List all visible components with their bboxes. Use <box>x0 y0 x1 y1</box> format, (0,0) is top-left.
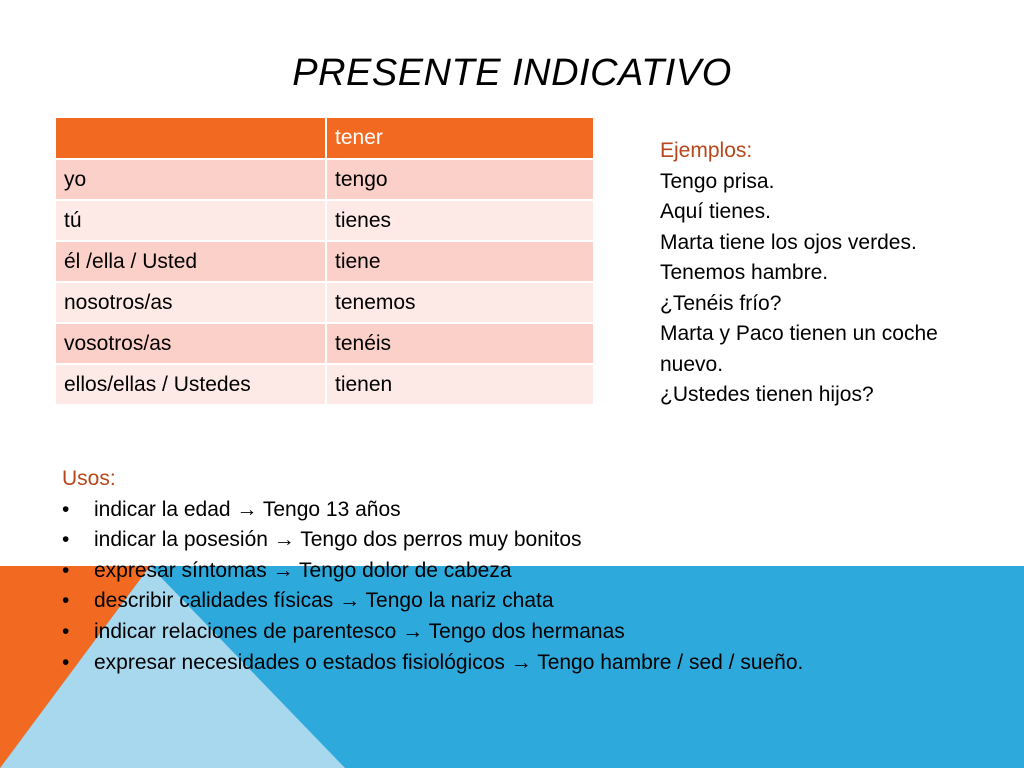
pronoun-cell: vosotros/as <box>56 323 326 364</box>
example-line: Aquí tienes. <box>660 200 771 223</box>
example-line: Marta y Paco tienen un coche <box>660 322 938 345</box>
usos-list <box>62 495 803 679</box>
table-row <box>56 200 593 241</box>
table-row <box>56 364 593 405</box>
list-item-text: indicar la posesión → Tengo dos perros muy bonitos <box>94 528 582 552</box>
usos-heading: Usos: <box>62 467 116 490</box>
verb-form-cell: tenéis <box>326 323 593 364</box>
usos-block <box>62 464 803 678</box>
example-line: ¿Ustedes tienen hijos? <box>660 383 874 406</box>
pronoun-cell: ellos/ellas / Ustedes <box>56 364 326 405</box>
page-title: PRESENTE INDICATIVO <box>292 52 732 94</box>
verb-form-cell: tengo <box>326 159 593 200</box>
pronoun-cell: yo <box>56 159 326 200</box>
list-item <box>62 586 803 617</box>
bullet: • <box>62 650 70 674</box>
verb-form-cell: tenemos <box>326 282 593 323</box>
example-line: Marta tiene los ojos verdes. <box>660 230 917 254</box>
table-row <box>56 159 593 200</box>
list-item-text: expresar síntomas → Tengo dolor de cabeza <box>94 558 512 582</box>
table-row <box>56 241 593 282</box>
example-line: ¿Tenéis frío? <box>660 291 782 315</box>
example-line: nuevo. <box>660 352 724 376</box>
bullet: • <box>62 589 70 613</box>
pronoun-cell: tú <box>56 200 326 241</box>
verb-form-cell: tienes <box>326 200 593 241</box>
table-header-cell <box>56 118 326 159</box>
example-line: Tenemos hambre. <box>660 261 829 284</box>
list-item <box>62 648 803 679</box>
example-line: Tengo prisa. <box>660 169 775 193</box>
table-row <box>56 282 593 323</box>
pronoun-cell: nosotros/as <box>56 282 326 323</box>
table-header-row <box>56 118 593 159</box>
list-item <box>62 495 803 526</box>
list-item-text: indicar la edad → Tengo 13 años <box>94 497 401 521</box>
list-item <box>62 525 803 556</box>
list-item-text: indicar relaciones de parentesco → Tengo dos hermanas <box>94 619 625 643</box>
verb-form-cell: tiene <box>326 241 593 282</box>
list-item-text: expresar necesidades o estados fisiológicos → Tengo hambre / sed / sueño. <box>94 650 804 674</box>
verb-form-cell: tienen <box>326 364 593 405</box>
bullet: • <box>62 528 70 552</box>
table-row <box>56 323 593 364</box>
conjugation-table <box>56 118 593 406</box>
examples-block <box>660 136 1000 411</box>
list-item-text: describir calidades físicas → Tengo la nariz chata <box>94 589 554 613</box>
examples-heading: Ejemplos: <box>660 139 753 162</box>
bullet: • <box>62 558 70 582</box>
bullet: • <box>62 497 70 521</box>
table-header-cell: tener <box>326 118 593 159</box>
pronoun-cell: él /ella / Usted <box>56 241 326 282</box>
bullet: • <box>62 619 70 643</box>
list-item <box>62 556 803 587</box>
list-item <box>62 617 803 648</box>
